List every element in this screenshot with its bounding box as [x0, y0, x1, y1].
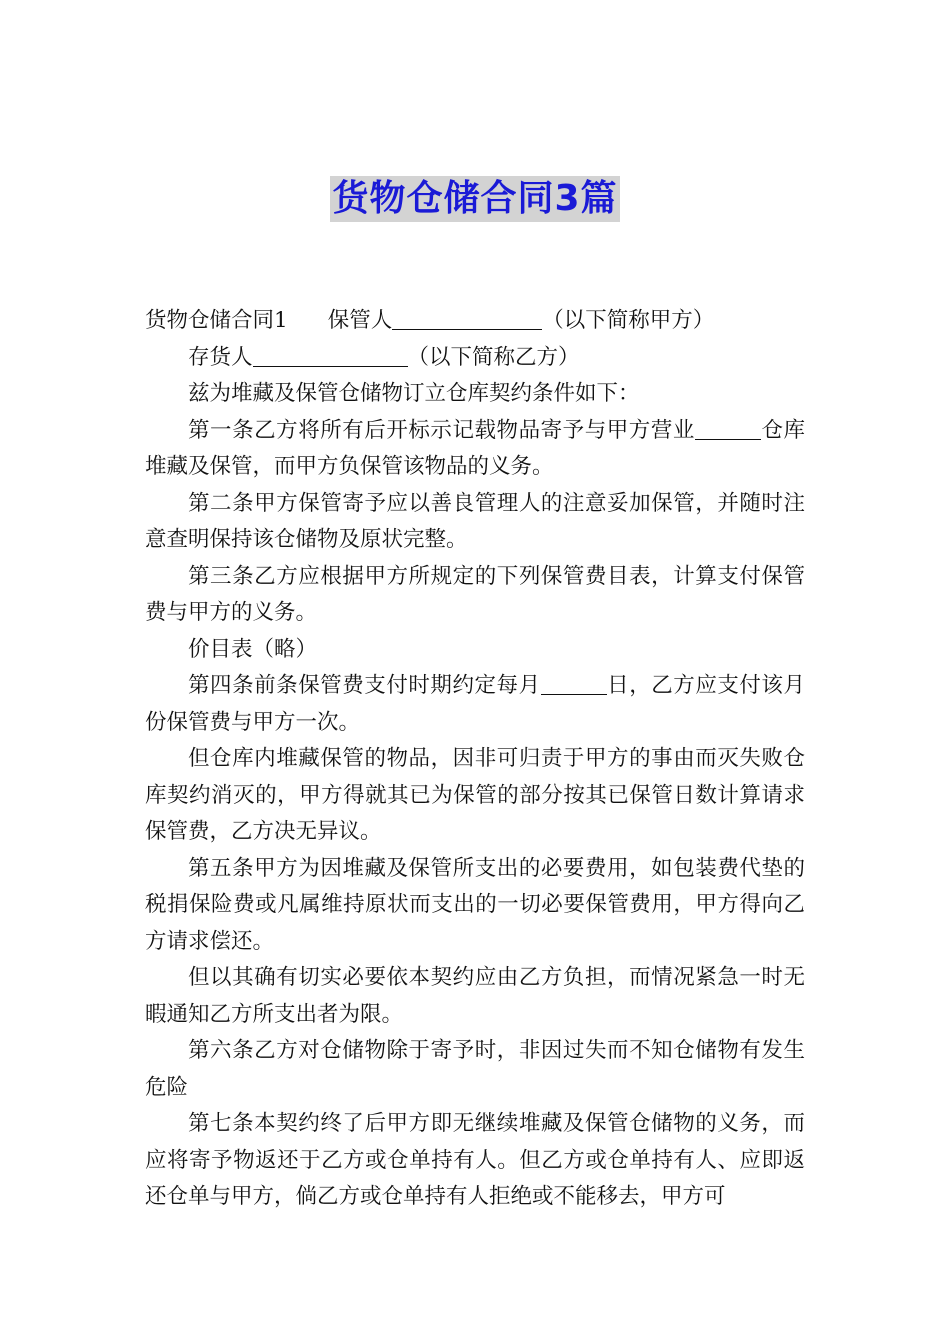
paragraph-article-5: 第五条甲方为因堆藏及保管所支出的必要费用，如包装费代垫的税捐保险费或凡属维持原状而支出的一切必要保管费用，甲方得向乙方请求偿还。	[145, 855, 805, 954]
paragraph-article-2: 第二条甲方保管寄予应以善良管理人的注意妥加保管，并随时注意查明保持该仓储物及原状完整。	[145, 490, 805, 552]
article-1-text-b: 仓库堆藏及保管，而甲方负保管该物品的义务。	[145, 417, 805, 479]
paragraph-contract-1-header	[145, 303, 805, 340]
custodian-note: （以下简称甲方）	[542, 308, 715, 333]
payment-day-blank	[541, 673, 607, 696]
article-1-text-a: 第一条乙方将所有后开标示记载物品寄予与甲方营业	[188, 417, 695, 443]
paragraph-article-4	[145, 668, 805, 741]
warehouse-blank	[695, 417, 761, 440]
custodian-label: 保管人	[327, 308, 393, 333]
document-body	[145, 303, 805, 1216]
title-container	[0, 176, 950, 222]
article-4-text-a: 第四条前条保管费支付时期约定每月	[188, 673, 541, 698]
paragraph-depositor	[145, 340, 805, 377]
paragraph-price-list: 价目表（略）	[188, 636, 318, 662]
document-title: 货物仓储合同3篇	[330, 176, 619, 222]
paragraph-article-3: 第三条乙方应根据甲方所规定的下列保管费目表，计算支付保管费与甲方的义务。	[145, 563, 805, 625]
paragraph-article-4-proviso: 但仓库内堆藏保管的物品，因非可归责于甲方的事由而灭失败仓库契约消灭的，甲方得就其已为保管的部分按其已保管日数计算请求保管费，乙方决无异议。	[145, 746, 805, 844]
paragraph-article-5-proviso: 但以其确有切实必要依本契约应由乙方负担，而情况紧急一时无暇通知乙方所支出者为限。	[145, 965, 805, 1027]
paragraph-preamble: 兹为堆藏及保管仓储物订立仓库契约条件如下：	[188, 381, 640, 406]
paragraph-article-1	[145, 413, 805, 486]
paragraph-article-6: 第六条乙方对仓储物除于寄予时，非因过失而不知仓储物有发生危险	[145, 1038, 805, 1100]
paragraph-article-7: 第七条本契约终了后甲方即无继续堆藏及保管仓储物的义务，而应将寄予物返还于乙方或仓单持有人。但乙方或仓单持有人、应即返还仓单与甲方，倘乙方或仓单持有人拒绝或不能移去，甲方可	[145, 1111, 805, 1209]
depositor-note: （以下简称乙方）	[407, 344, 580, 370]
article-4-text-b: 日，乙方应支付该月份保管费与甲方一次。	[145, 673, 805, 735]
depositor-label: 存货人	[188, 344, 253, 370]
custodian-blank	[392, 308, 542, 331]
contract-number-label: 货物仓储合同1	[145, 308, 288, 333]
depositor-blank	[253, 344, 408, 367]
